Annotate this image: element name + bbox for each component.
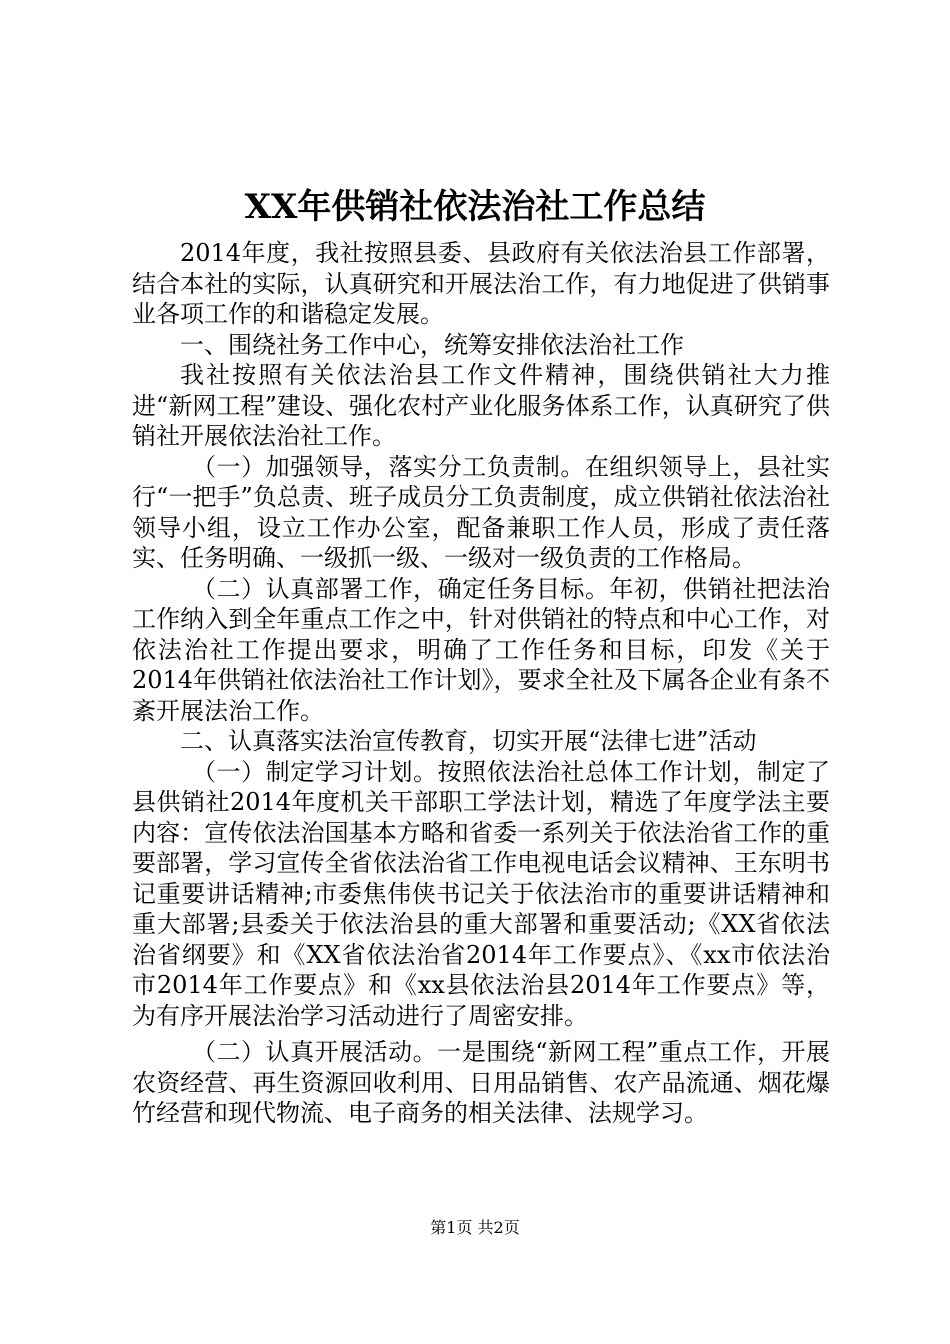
paragraph-section-1: 我社按照有关依法治县工作文件精神，围绕供销社大力推进“新网工程”建设、强化农村产业化服务体系工作，认真研究了供销社开展依法治社工作。 — [132, 361, 830, 450]
section-heading-1: 一、围绕社务工作中心，统筹安排依法治社工作 — [180, 330, 684, 359]
paragraph-subsection-2-1: （一）制定学习计划。按照依法治社总体工作计划，制定了县供销社2014年度机关干部职工学法计划，精选了年度学法主要内容：宣传依法治国基本方略和省委一系列关于依法治省工作的重要部署，学习宣传全省依法治省工作电视电话会议精神、王东明书记重要讲话精神;市委焦伟侠书记关于依法治市的重要讲话精神和重大部署;县委关于依法治县的重大部署和重要活动;《XX省依法治省纲要》和《XX省依法治省2014年工作要点》、《xx市依法治市2014年工作要点》和《xx县依法治县2014年工作要点》等，为有序开展法治学习活动进行了周密安排。 — [132, 757, 830, 1030]
paragraph-subsection-1-1: （一）加强领导，落实分工负责制。在组织领导上，县社实行“一把手”负总责、班子成员分工负责制度，成立供销社依法治社领导小组，设立工作办公室，配备兼职工作人员，形成了责任落实、任务明确、一级抓一级、一级对一级负责的工作格局。 — [132, 452, 830, 572]
paragraph-intro: 2014年度，我社按照县委、县政府有关依法治县工作部署，结合本社的实际，认真研究和开展法治工作，有力地促进了供销事业各项工作的和谐稳定发展。 — [132, 239, 830, 328]
document-title: XX年供销社依法治社工作总结 — [244, 187, 706, 227]
section-heading-2: 二、认真落实法治宣传教育，切实开展“法律七进”活动 — [180, 727, 757, 755]
paragraph-subsection-1-2: （二）认真部署工作，确定任务目标。年初，供销社把法治工作纳入到全年重点工作之中，针对供销社的特点和中心工作，对依法治社工作提出要求，明确了工作任务和目标，印发《关于2014年供销社依法治社工作计划》，要求全社及下属各企业有条不紊开展法治工作。 — [132, 574, 830, 725]
page-number: 第1页 共2页 — [430, 1218, 520, 1237]
paragraph-subsection-2-2: （二）认真开展活动。一是围绕“新网工程”重点工作，开展农资经营、再生资源回收利用、日用品销售、农产品流通、烟花爆竹经营和现代物流、电子商务的相关法律、法规学习。 — [132, 1038, 830, 1127]
document-body — [132, 238, 830, 1129]
